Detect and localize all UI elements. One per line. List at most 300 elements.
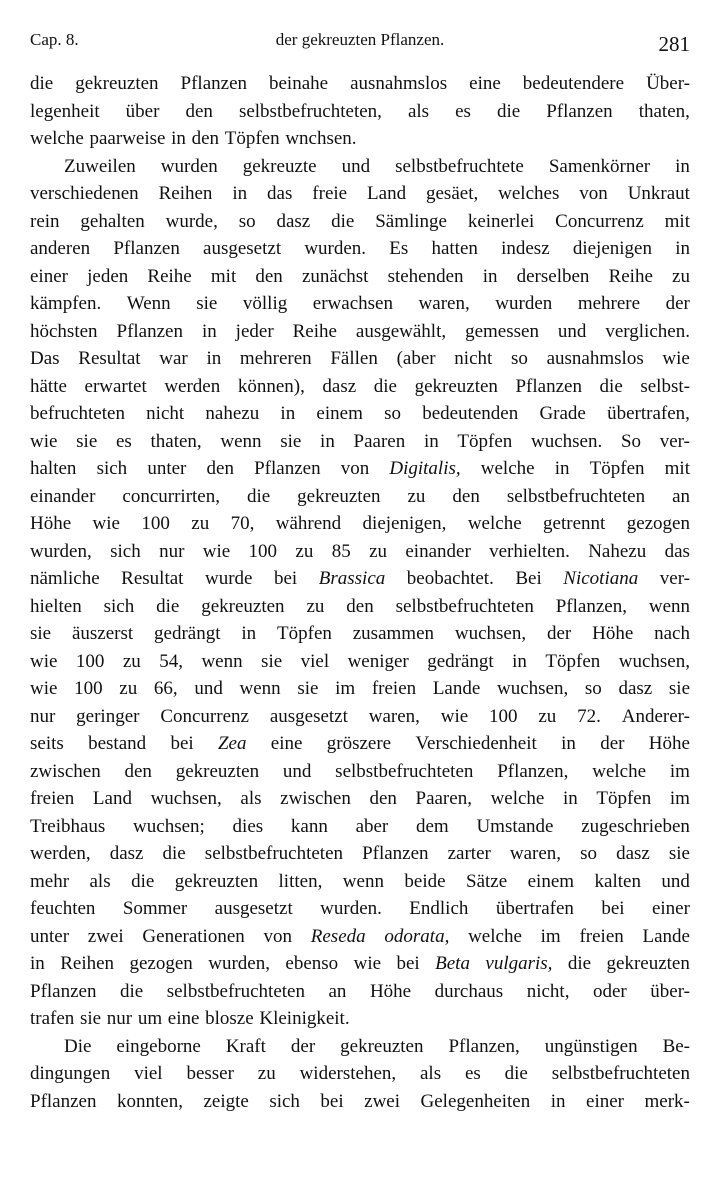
- word: nämliche: [30, 568, 100, 589]
- word: Land: [92, 788, 132, 809]
- word: 54,: [159, 650, 183, 672]
- word: nicht: [454, 348, 493, 369]
- word: im: [335, 678, 356, 699]
- word: selbstbefruchteten,: [238, 100, 382, 122]
- word: oder: [592, 980, 627, 1002]
- word: so: [238, 210, 256, 232]
- word: wuchsen,: [618, 650, 690, 672]
- word: 100: [75, 650, 105, 672]
- text-line: [30, 538, 690, 566]
- word: zu: [257, 1063, 276, 1084]
- word: völlig: [242, 293, 288, 314]
- text-line: [30, 180, 690, 208]
- word: die: [504, 1063, 528, 1084]
- word: in: [512, 650, 527, 672]
- word: Concurrenz: [160, 705, 249, 727]
- word: ausgewählt,: [355, 320, 447, 342]
- word: wurden.: [320, 898, 382, 919]
- word: in: [232, 183, 248, 204]
- word: das: [267, 183, 293, 204]
- word: jeder: [235, 320, 274, 342]
- word: dasz: [616, 843, 650, 864]
- word: als: [240, 788, 262, 809]
- word: von: [340, 458, 370, 479]
- word: in: [554, 458, 570, 479]
- word: Umstande: [476, 815, 554, 837]
- word: Höhe: [30, 513, 72, 534]
- word: wurde: [204, 568, 253, 589]
- word: werden: [164, 375, 221, 397]
- word: concurrirten,: [122, 485, 220, 507]
- word: ausgesetzt: [269, 705, 348, 727]
- word: ausgesetzt: [214, 898, 293, 919]
- word: mit: [664, 458, 690, 479]
- word: in: [320, 430, 335, 452]
- word: Töpfen: [277, 623, 332, 644]
- text-line: [30, 1088, 690, 1116]
- text-line: [30, 813, 690, 841]
- word: äuszerst: [71, 623, 134, 644]
- word: die: [156, 595, 180, 617]
- word: beobachtet.: [406, 568, 494, 589]
- word: die: [162, 843, 186, 864]
- word: als: [89, 870, 111, 892]
- word: im: [540, 925, 561, 947]
- word: Pflanzen: [254, 458, 321, 479]
- word: Kleinigkeit.: [259, 1008, 350, 1029]
- word: getrennt: [543, 513, 606, 534]
- word: stehenden: [387, 265, 464, 287]
- word: so: [580, 843, 598, 864]
- word: Samenkörner: [548, 155, 651, 177]
- word: zunächst: [301, 265, 369, 287]
- word: 100: [489, 705, 518, 727]
- word: welche: [468, 925, 522, 947]
- word: den: [191, 128, 220, 149]
- word: war: [159, 348, 188, 369]
- word: Reihe: [292, 320, 337, 342]
- word: seits: [30, 733, 64, 754]
- italic-term: Reseda: [310, 925, 366, 947]
- word: zu: [119, 678, 138, 699]
- word: 100: [74, 678, 103, 699]
- word: wie: [662, 348, 690, 369]
- word: ver-: [659, 568, 690, 589]
- word: zu: [672, 265, 690, 287]
- word: Resultat: [121, 568, 184, 589]
- word: zu: [122, 650, 141, 672]
- word: gekreuzten: [606, 953, 690, 974]
- text-line: [30, 648, 690, 676]
- word: wie: [30, 678, 58, 699]
- word: sie: [76, 430, 98, 452]
- word: von: [579, 183, 608, 204]
- word: unter: [147, 458, 187, 479]
- word: Verschiedenheit: [415, 733, 537, 754]
- italic-term: Zea: [217, 733, 247, 754]
- word: in: [675, 155, 690, 177]
- word: Es: [389, 238, 409, 259]
- word: wurden.: [304, 238, 367, 259]
- word: es: [455, 100, 471, 122]
- chapter-label: Cap. 8.: [30, 30, 79, 49]
- word: Fällen: [330, 348, 378, 369]
- word: den: [124, 760, 152, 782]
- word: wuchsen;: [133, 815, 205, 837]
- word: Pflanzen: [180, 73, 248, 94]
- word: beide: [404, 870, 446, 892]
- word: es: [464, 1063, 481, 1084]
- word: sie: [261, 650, 283, 672]
- word: Generationen: [142, 925, 245, 947]
- word: Höhe: [648, 733, 690, 754]
- word: und: [557, 320, 587, 342]
- text-line: [30, 70, 690, 98]
- word: in: [482, 265, 498, 287]
- word: nicht: [146, 403, 185, 424]
- word: ausnahmslos: [546, 348, 644, 369]
- word: in: [280, 403, 296, 424]
- word: sich: [96, 458, 128, 479]
- word: welche: [592, 760, 647, 782]
- text-line: [30, 785, 690, 813]
- word: geringer: [76, 705, 140, 727]
- text-line: [30, 868, 690, 896]
- word: gekreuzten: [414, 375, 498, 397]
- word: gekreuzten: [75, 73, 159, 94]
- word: freien: [30, 788, 75, 809]
- word: werden,: [30, 843, 91, 864]
- word: an: [672, 485, 690, 507]
- word: Töpfen: [596, 788, 652, 809]
- word: welches: [498, 183, 560, 204]
- word: anderen: [30, 238, 91, 259]
- word: 70,: [230, 513, 255, 534]
- word: Pflanzen: [116, 320, 183, 342]
- word: dasz: [322, 375, 357, 397]
- word: in: [171, 128, 186, 149]
- word: dem: [416, 815, 449, 837]
- word: Land: [367, 183, 407, 204]
- word: können),: [237, 375, 305, 397]
- word: wenn: [201, 650, 243, 672]
- word: der: [290, 1035, 316, 1057]
- word: thaten,: [638, 100, 690, 122]
- paragraph-start-line: [30, 153, 690, 181]
- word: zwei: [87, 925, 124, 947]
- italic-term: Digitalis,: [389, 458, 461, 479]
- word: derselben: [516, 265, 590, 287]
- word: einem: [527, 870, 575, 892]
- text-line: [30, 400, 690, 428]
- word: so: [584, 678, 602, 699]
- word: welche: [30, 128, 84, 149]
- word: die: [567, 953, 592, 974]
- word: eine: [270, 733, 303, 754]
- word: im: [669, 760, 690, 782]
- page-number: 281: [658, 32, 690, 56]
- word: zugeschrieben: [581, 815, 690, 837]
- word: kämpfen.: [30, 293, 102, 314]
- word: von: [263, 925, 293, 947]
- text-line: [30, 510, 690, 538]
- text-line: [30, 483, 690, 511]
- word: merk-: [644, 1090, 690, 1112]
- word: hatten: [431, 238, 478, 259]
- word: wurden,: [30, 540, 92, 562]
- word: keinerlei: [467, 210, 535, 232]
- word: selbstbefruchteten: [204, 843, 344, 864]
- word: Pflanzen: [515, 375, 582, 397]
- italic-term: Beta: [435, 953, 470, 974]
- word: mehr: [30, 870, 70, 892]
- word: es: [115, 430, 132, 452]
- word: Pflanzen: [30, 980, 97, 1002]
- word: erwachsen: [312, 293, 393, 314]
- word: als: [407, 100, 430, 122]
- word: 100: [141, 513, 170, 534]
- word: die: [120, 980, 144, 1002]
- word: nur: [106, 1008, 133, 1029]
- word: den: [346, 595, 374, 617]
- word: wuchsen.: [531, 430, 603, 452]
- word: konnten,: [116, 1090, 183, 1112]
- text-line: [30, 373, 690, 401]
- word: über-: [650, 980, 690, 1002]
- word: gedrängt: [427, 650, 494, 672]
- body-text: [30, 70, 690, 1115]
- word: sie: [30, 623, 52, 644]
- word: Über-: [646, 73, 690, 94]
- word: ver-: [659, 430, 690, 452]
- word: zu: [295, 540, 314, 562]
- word: hätte: [30, 375, 67, 397]
- word: der: [600, 733, 625, 754]
- word: waren,: [418, 293, 470, 314]
- italic-term: Brassica: [318, 568, 386, 589]
- word: sie: [297, 678, 319, 699]
- text-line: [30, 208, 690, 236]
- word: sie: [280, 430, 302, 452]
- text-line: [30, 950, 690, 978]
- word: legenheit: [30, 100, 100, 122]
- word: Wenn: [126, 293, 171, 314]
- word: wenn: [648, 595, 690, 617]
- word: jeden: [87, 265, 129, 287]
- word: eingeborne: [116, 1035, 201, 1057]
- word: sie: [668, 678, 690, 699]
- word: Höhe: [592, 623, 634, 644]
- word: selbstbefruchteten: [551, 1063, 690, 1084]
- italic-term: Nicotiana: [563, 568, 639, 589]
- word: in: [201, 320, 217, 342]
- word: Be-: [662, 1035, 690, 1057]
- text-line: [30, 1060, 690, 1088]
- word: diejenigen: [572, 238, 652, 259]
- word: paarweise: [89, 128, 166, 149]
- word: selbstbefruchteten: [335, 760, 474, 782]
- word: hielten: [30, 595, 82, 617]
- word: blosze: [205, 1008, 254, 1029]
- word: aber: [355, 815, 389, 837]
- word: bei: [170, 733, 194, 754]
- word: Töpfen: [545, 650, 601, 672]
- text-line: [30, 730, 690, 758]
- text-line: [30, 345, 690, 373]
- word: 100: [248, 540, 278, 562]
- word: höchsten: [30, 320, 98, 342]
- word: zarter: [447, 843, 491, 864]
- word: zu: [407, 485, 426, 507]
- word: thaten,: [150, 430, 202, 452]
- word: übertrafen,: [607, 403, 690, 424]
- word: 72.: [577, 705, 601, 727]
- word: sie: [668, 843, 690, 864]
- word: So: [620, 430, 642, 452]
- word: selbst-: [640, 375, 690, 397]
- text-line: [30, 840, 690, 868]
- word: wuchsen,: [496, 678, 569, 699]
- word: in: [423, 430, 439, 452]
- word: Pflanzen: [30, 1090, 97, 1112]
- word: in: [206, 348, 222, 369]
- word: zu: [191, 513, 210, 534]
- word: gezogen: [129, 953, 193, 974]
- word: wie: [30, 430, 58, 452]
- word: Reihen: [60, 953, 115, 974]
- word: zu: [369, 540, 387, 562]
- italic-term: odorata,: [384, 925, 450, 947]
- word: ausnahmslos: [350, 73, 448, 94]
- word: dasz: [276, 210, 311, 232]
- text-line: [30, 758, 690, 786]
- text-line: [30, 1005, 690, 1033]
- word: Töpfen: [224, 128, 280, 149]
- word: gehalten: [80, 210, 145, 232]
- word: zwei: [364, 1090, 401, 1112]
- word: nahezu: [205, 403, 260, 424]
- word: gesäet,: [426, 183, 479, 204]
- word: einer: [586, 1090, 625, 1112]
- word: Pflanzen: [546, 100, 613, 122]
- word: viel: [134, 1063, 163, 1084]
- word: bedeutendere: [522, 73, 625, 94]
- italic-term: vulgaris,: [485, 953, 553, 974]
- word: Resultat: [78, 348, 141, 369]
- word: die: [331, 210, 355, 232]
- word: in: [550, 1090, 566, 1112]
- word: ungünstigen: [544, 1035, 638, 1057]
- word: nur: [30, 705, 56, 727]
- word: über: [125, 100, 160, 122]
- word: zusammen: [352, 623, 435, 644]
- word: Sätze: [466, 870, 508, 892]
- word: die: [30, 73, 54, 94]
- word: sich: [110, 540, 141, 562]
- word: sie: [196, 293, 218, 314]
- word: selbstbefruchtete: [395, 155, 524, 177]
- word: der: [665, 293, 690, 314]
- text-line: [30, 290, 690, 318]
- word: bei: [274, 568, 298, 589]
- word: feuchten: [30, 898, 96, 919]
- word: gedrängt: [154, 623, 221, 644]
- word: in: [241, 623, 257, 644]
- word: Reihe: [608, 265, 653, 287]
- word: übertrafen: [495, 898, 574, 919]
- word: wenn: [239, 678, 281, 699]
- word: um: [137, 1008, 163, 1029]
- text-line: [30, 593, 690, 621]
- word: freien: [579, 925, 624, 947]
- word: bei: [396, 953, 420, 974]
- word: mit: [664, 210, 690, 232]
- word: einer: [651, 898, 690, 919]
- word: Paaren,: [415, 788, 472, 809]
- word: wurden: [160, 155, 218, 177]
- word: Lande: [432, 678, 481, 699]
- word: Pflanzen,: [497, 760, 569, 782]
- word: bestand: [88, 733, 147, 754]
- text-line: [30, 125, 690, 153]
- word: kann: [290, 815, 328, 837]
- word: die: [373, 375, 397, 397]
- word: Kraft: [225, 1035, 266, 1057]
- word: in: [675, 238, 690, 259]
- word: waren,: [368, 705, 420, 727]
- text-line: [30, 565, 690, 593]
- word: gekreuzten: [297, 485, 381, 507]
- text-line: [30, 318, 690, 346]
- paragraph-start-line: [30, 1033, 690, 1061]
- word: gekreuzten: [201, 595, 285, 617]
- word: in: [30, 953, 45, 974]
- word: an: [328, 980, 347, 1002]
- word: weniger: [347, 650, 409, 672]
- word: wie: [353, 953, 382, 974]
- word: kalten: [594, 870, 641, 892]
- word: Lande: [642, 925, 690, 947]
- word: die: [131, 870, 155, 892]
- word: Unkraut: [627, 183, 690, 204]
- word: das: [664, 540, 690, 562]
- word: sie: [80, 1008, 102, 1029]
- word: ebenso: [285, 953, 339, 974]
- word: Pflanzen: [113, 238, 180, 259]
- word: die: [246, 485, 271, 507]
- word: diejenigen,: [362, 513, 447, 534]
- word: beinahe: [269, 73, 329, 94]
- word: befruchteten: [30, 403, 125, 424]
- text-line: [30, 98, 690, 126]
- word: gezogen: [626, 513, 690, 534]
- word: wie: [440, 705, 469, 727]
- word: mehrere: [577, 293, 641, 314]
- text-line: [30, 428, 690, 456]
- word: wie: [202, 540, 231, 562]
- word: Zuweilen: [64, 155, 136, 177]
- word: trafen: [30, 1008, 75, 1029]
- text-line: [30, 895, 690, 923]
- word: ausgesetzt: [203, 238, 282, 259]
- word: widerstehen,: [299, 1063, 397, 1084]
- word: durchaus: [434, 980, 504, 1002]
- word: verhielten.: [489, 540, 570, 562]
- word: sich: [269, 1090, 300, 1112]
- word: wie: [30, 650, 58, 672]
- word: Töpfen: [457, 430, 513, 452]
- word: zu: [306, 595, 325, 617]
